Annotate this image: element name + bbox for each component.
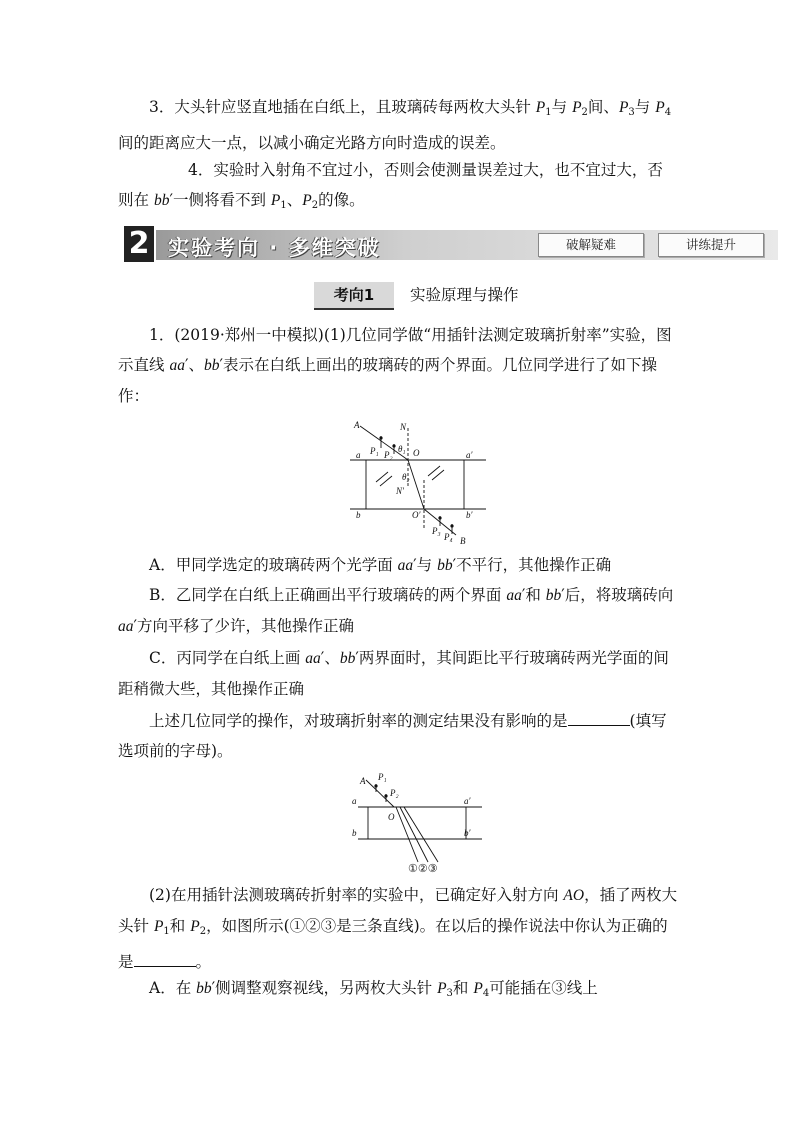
fig1-label-N-prime: N′	[396, 486, 404, 496]
question-1-stem: 1．(2019·郑州一中模拟)(1)几位同学做“用插针法测定玻璃折射率”实验，图示直线 aa′、bb′表示在白纸上画出的玻璃砖的两个界面。几位同学进行了如下操作：	[118, 326, 672, 405]
fig1-label-b: b	[356, 510, 361, 520]
fig2-label-a-prime: a′	[464, 796, 471, 806]
intro-point-4: 4．实验时入射角不宜过小，否则会使测量误差过大，也不宜过大，否则在 bb′一侧将看不到 $P_1$、$P_2$的像。	[118, 161, 663, 211]
fig1-label-a-prime: a′	[466, 450, 473, 460]
fig2-label-b: b	[352, 828, 357, 838]
tab-break-difficulty[interactable]: 破解疑难	[538, 233, 644, 257]
section-title: 实验原理与操作	[410, 286, 519, 304]
fig1-label-B: B	[460, 536, 466, 546]
banner-number: 2	[124, 226, 154, 262]
fig1-label-O-prime: O′	[412, 510, 421, 520]
fig1-label-P3: P₃	[432, 526, 441, 536]
question-1-ask: 上述几位同学的操作，对玻璃折射率的测定结果没有影响的是 (填写选项前的字母)。	[118, 712, 667, 760]
question-1-part-2-option-a: A．在 bb′侧调整观察视线，另两枚大头针 $P_3$和 $P_4$可能插在③线上	[149, 979, 598, 999]
intro-point-3: 3．大头针应竖直地插在白纸上，且玻璃砖每两枚大头针 $P_1$与 $P_2$间、$P_3$与 $P_4$间的距离应大一点，以减小确定光路方向时造成的误差。	[118, 98, 672, 152]
fig1-label-theta1: θ₁	[398, 444, 406, 454]
fig2-label-a: a	[352, 796, 357, 806]
section-label: 考向1	[314, 282, 394, 310]
fig1-label-O: O	[413, 448, 420, 458]
fig2-label-b-prime: b′	[464, 828, 471, 838]
answer-blank-1[interactable]	[568, 711, 630, 726]
fig2-line-numbers: ①②③	[408, 863, 438, 875]
fig1-label-b-prime: b′	[466, 510, 473, 520]
fig1-label-a: a	[356, 450, 361, 460]
tab-practice-improve[interactable]: 讲练提升	[658, 233, 764, 257]
question-1-option-c: C．丙同学在白纸上画 aa′、bb′两界面时，其间距比平行玻璃砖两光学面的间距稍微大些，其他操作正确	[118, 649, 669, 698]
answer-blank-2[interactable]	[134, 952, 196, 967]
fig2-label-P2: P₂	[390, 788, 399, 798]
fig2-label-P1: P₁	[378, 772, 387, 782]
fig1-label-P2: P₂	[384, 450, 393, 460]
fig1-label-P1: P₁	[370, 446, 379, 456]
refraction-diagram-2	[340, 770, 485, 875]
question-1-part-2: (2)在用插针法测玻璃砖折射率的实验中，已确定好入射方向 AO，插了两枚大头针 $P_1$和 $P_2$，如图所示(①②③是三条直线)。在以后的操作说法中你认为正确的是 。	[118, 886, 678, 971]
banner-title: 实验考向 · 多维突破	[168, 236, 381, 260]
fig1-label-A: A	[354, 420, 360, 430]
fig1-label-N: N	[400, 422, 407, 432]
banner-bar	[156, 230, 778, 260]
question-1-option-a: A．甲同学选定的玻璃砖两个光学面 aa′与 bb′不平行，其他操作正确	[149, 556, 612, 574]
fig1-label-theta2: θ₂	[402, 472, 410, 482]
fig1-label-P4: P₄	[444, 532, 453, 542]
section-heading	[314, 282, 574, 310]
section-banner	[124, 226, 778, 262]
refraction-diagram-1	[340, 418, 490, 546]
fig2-label-A: A	[360, 776, 366, 786]
fig2-label-O: O	[388, 812, 395, 822]
question-1-option-b: B．乙同学在白纸上正确画出平行玻璃砖的两个界面 aa′和 bb′后，将玻璃砖向 aa′方向平移了少许，其他操作正确	[118, 586, 674, 635]
